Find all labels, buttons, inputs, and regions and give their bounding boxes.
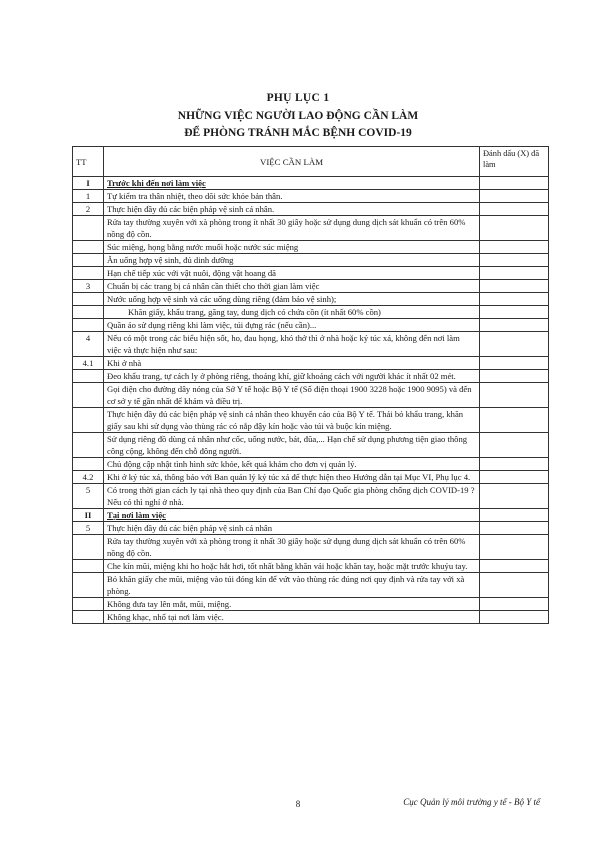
- table-row: [73, 190, 549, 203]
- table-row: [73, 611, 549, 624]
- task-text: Nếu có một trong các biểu hiện sốt, ho, đau họng, khó thở thì ở nhà hoặc ký túc xá, không đến nơi làm việc và thực hiện như sau:: [104, 332, 480, 357]
- table-row: [73, 458, 549, 471]
- table-row: [73, 535, 549, 560]
- checkbox-cell[interactable]: [480, 611, 549, 624]
- row-number: [73, 408, 104, 433]
- appendix-title: PHỤ LỤC 1: [266, 92, 330, 104]
- row-number: 4.2: [73, 471, 104, 484]
- task-text: Thực hiện đầy đủ các biện pháp vệ sinh cá nhân: [104, 522, 480, 535]
- checkbox-cell[interactable]: [480, 408, 549, 433]
- checkbox-cell[interactable]: [480, 560, 549, 573]
- task-text: Gọi điện cho đường dây nóng của Sở Y tế hoặc Bộ Y tế (Số điện thoại 1900 3228 hoặc 1900 9095) và đến cơ sở y tế gần nhất để khám và điều trị.: [104, 383, 480, 408]
- checkbox-cell[interactable]: [480, 332, 549, 357]
- task-text: Khăn giấy, khẩu trang, găng tay, dung dịch có chứa cồn (ít nhất 60% cồn): [104, 306, 480, 319]
- task-text: Không đưa tay lên mắt, mũi, miệng.: [104, 598, 480, 611]
- header-tt: TT: [73, 147, 104, 177]
- checkbox-cell[interactable]: [480, 509, 549, 522]
- task-text: Khi ở ký túc xá, thông báo với Ban quản lý ký túc xá để thực hiện theo Hướng dẫn tại Mục VI, Phụ lục 4.: [104, 471, 480, 484]
- checkbox-cell[interactable]: [480, 293, 549, 306]
- checkbox-cell[interactable]: [480, 280, 549, 293]
- checkbox-cell[interactable]: [480, 598, 549, 611]
- table-row: [73, 216, 549, 241]
- table-row: [73, 254, 549, 267]
- section-row: [73, 177, 549, 190]
- table-row: [73, 332, 549, 357]
- task-text: Súc miệng, họng bằng nước muối hoặc nước súc miệng: [104, 241, 480, 254]
- table-row: [73, 383, 549, 408]
- task-text: Khi ở nhà: [104, 357, 480, 370]
- row-number: 5: [73, 522, 104, 535]
- checkbox-cell[interactable]: [480, 383, 549, 408]
- task-text: Có trong thời gian cách ly tại nhà theo quy định của Ban Chỉ đạo Quốc gia phòng chống dịch COVID-19 ? Nếu có thì nghỉ ở nhà.: [104, 484, 480, 509]
- checkbox-cell[interactable]: [480, 357, 549, 370]
- row-number: [73, 306, 104, 319]
- table-row: [73, 280, 549, 293]
- task-text: Ăn uống hợp vệ sinh, đủ dinh dưỡng: [104, 254, 480, 267]
- page-number: 8: [295, 799, 301, 809]
- checkbox-cell[interactable]: [480, 370, 549, 383]
- table-row: [73, 573, 549, 598]
- task-text: Đeo khẩu trang, tự cách ly ở phòng riêng, thoáng khí, giữ khoảng cách với người khác ít nhất 02 mét.: [104, 370, 480, 383]
- row-number: 5: [73, 484, 104, 509]
- header-viec-can-lam: VIỆC CẦN LÀM: [104, 147, 480, 177]
- checkbox-cell[interactable]: [480, 458, 549, 471]
- task-text: Tại nơi làm việc: [104, 509, 480, 522]
- checkbox-cell[interactable]: [480, 535, 549, 560]
- section-row: [73, 509, 549, 522]
- row-number: [73, 611, 104, 624]
- checkbox-cell[interactable]: [480, 216, 549, 241]
- checkbox-cell[interactable]: [480, 484, 549, 509]
- table-row: [73, 433, 549, 458]
- checkbox-cell[interactable]: [480, 203, 549, 216]
- table-row: [73, 471, 549, 484]
- task-text: Bỏ khăn giấy che mũi, miệng vào túi đóng kín để vứt vào thùng rác đúng nơi quy định và rửa tay với xà phòng.: [104, 573, 480, 598]
- row-number: 4.1: [73, 357, 104, 370]
- document-heading-line1: NHỮNG VIỆC NGƯỜI LAO ĐỘNG CẦN LÀM: [177, 110, 419, 122]
- table-row: [73, 319, 549, 332]
- row-number: II: [73, 509, 104, 522]
- header-danh-dau: Đánh dấu (X) đã làm: [480, 147, 549, 177]
- checkbox-cell[interactable]: [480, 319, 549, 332]
- checkbox-cell[interactable]: [480, 433, 549, 458]
- row-number: [73, 458, 104, 471]
- footer-source: Cục Quản lý môi trường y tế - Bộ Y tế: [403, 797, 540, 807]
- row-number: [73, 254, 104, 267]
- row-number: [73, 319, 104, 332]
- document-heading-line2: ĐỂ PHÒNG TRÁNH MẮC BỆNH COVID-19: [184, 127, 412, 139]
- row-number: [73, 598, 104, 611]
- row-number: 2: [73, 203, 104, 216]
- row-number: [73, 293, 104, 306]
- task-text: Chủ động cập nhật tình hình sức khỏe, kết quả khám cho đơn vị quản lý.: [104, 458, 480, 471]
- row-number: [73, 433, 104, 458]
- row-number: [73, 241, 104, 254]
- checkbox-cell[interactable]: [480, 573, 549, 598]
- row-number: 4: [73, 332, 104, 357]
- task-text: Sử dụng riêng đồ dùng cá nhân như cốc, uống nước, bát, đũa,... Hạn chế sử dụng phương tiện giao thông công cộng, không đến chỗ đông người.: [104, 433, 480, 458]
- row-number: [73, 267, 104, 280]
- task-text: Hạn chế tiếp xúc với vật nuôi, động vật hoang dã: [104, 267, 480, 280]
- table-row: [73, 408, 549, 433]
- table-row: [73, 293, 549, 306]
- task-text: Rửa tay thường xuyên với xà phòng trong ít nhất 30 giây hoặc sử dụng dung dịch sát khuẩn có trên 60% nồng độ cồn.: [104, 216, 480, 241]
- checkbox-cell[interactable]: [480, 177, 549, 190]
- table-header-row: [73, 147, 549, 177]
- task-text: Nước uống hợp vệ sinh và các uống dùng riêng (đảm bảo vệ sinh);: [104, 293, 480, 306]
- row-number: [73, 383, 104, 408]
- row-number: 1: [73, 190, 104, 203]
- task-text: Tự kiểm tra thân nhiệt, theo dõi sức khỏe bản thân.: [104, 190, 480, 203]
- table-row: [73, 598, 549, 611]
- table-row: [73, 560, 549, 573]
- task-text: Che kín mũi, miệng khi ho hoặc hắt hơi, tốt nhất bằng khăn vải hoặc khăn tay, hoặc mặt trước khuỷu tay.: [104, 560, 480, 573]
- table-row: [73, 370, 549, 383]
- table-row: [73, 241, 549, 254]
- task-text: Rửa tay thường xuyên với xà phòng trong ít nhất 30 giây hoặc sử dụng dung dịch sát khuẩn có trên 60% nồng độ cồn.: [104, 535, 480, 560]
- checkbox-cell[interactable]: [480, 267, 549, 280]
- checkbox-cell[interactable]: [480, 522, 549, 535]
- row-number: 3: [73, 280, 104, 293]
- task-text: Trước khi đến nơi làm việc: [104, 177, 480, 190]
- task-text: Quần áo sử dụng riêng khi làm việc, túi đựng rác (nếu cần)...: [104, 319, 480, 332]
- task-text: Thực hiện đầy đủ các biện pháp vệ sinh cá nhân theo khuyến cáo của Bộ Y tế. Thải bỏ khẩu trang, khăn giấy sau khi sử dụng vào thùng rác có nắp đậy kín hoặc vào túi và buộc kín miệng.: [104, 408, 480, 433]
- table-row: [73, 306, 549, 319]
- row-number: [73, 370, 104, 383]
- checklist-table: [72, 146, 549, 624]
- checkbox-cell[interactable]: [480, 190, 549, 203]
- checkbox-cell[interactable]: [480, 306, 549, 319]
- checkbox-cell[interactable]: [480, 254, 549, 267]
- task-text: Không khạc, nhổ tại nơi làm việc.: [104, 611, 480, 624]
- task-text: Thực hiện đầy đủ các biện pháp vệ sinh cá nhân.: [104, 203, 480, 216]
- checkbox-cell[interactable]: [480, 241, 549, 254]
- row-number: [73, 216, 104, 241]
- row-number: [73, 573, 104, 598]
- table-row: [73, 522, 549, 535]
- row-number: [73, 560, 104, 573]
- checkbox-cell[interactable]: [480, 471, 549, 484]
- table-row: [73, 484, 549, 509]
- row-number: I: [73, 177, 104, 190]
- table-row: [73, 267, 549, 280]
- task-text: Chuẩn bị các trang bị cá nhân cần thiết cho thời gian làm việc: [104, 280, 480, 293]
- table-row: [73, 203, 549, 216]
- table-row: [73, 357, 549, 370]
- row-number: [73, 535, 104, 560]
